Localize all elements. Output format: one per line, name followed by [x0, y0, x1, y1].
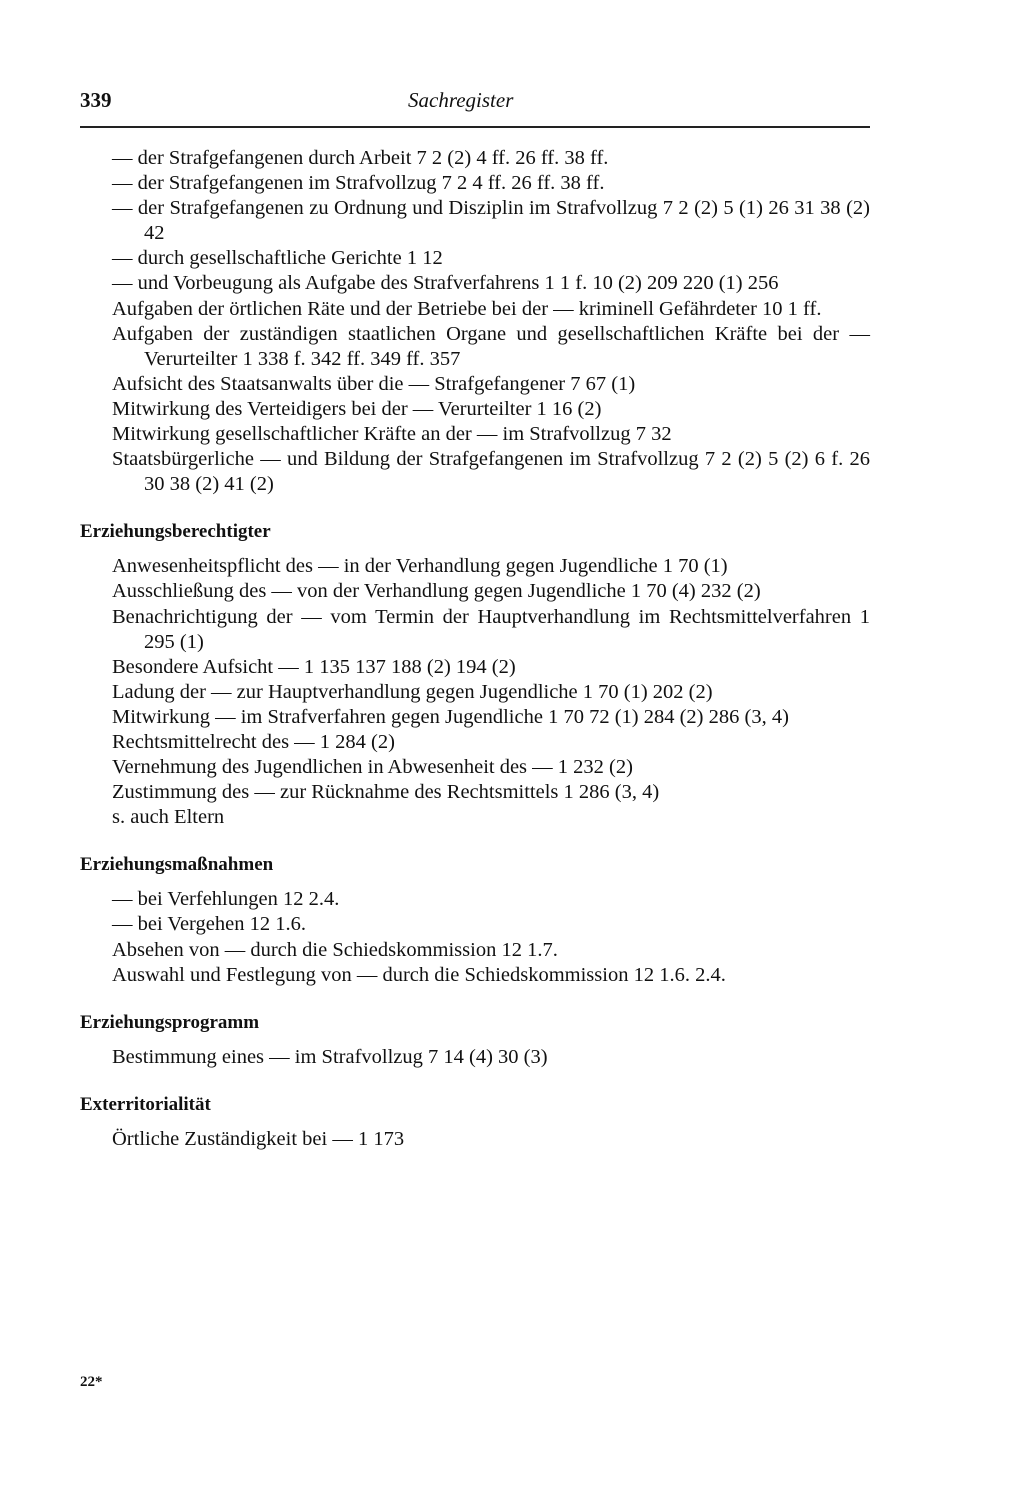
index-entry: — bei Verfehlungen 12 2.4.	[112, 888, 340, 911]
index-heading: Erziehungsprogramm	[80, 1011, 260, 1033]
index-heading: Erziehungsmaßnahmen	[80, 854, 274, 876]
index-heading: Erziehungsberechtigter	[80, 521, 271, 543]
index-entry: Ausschließung des — von der Verhandlung gegen Jugendliche 1 70 (4) 232 (2)	[112, 580, 761, 603]
index-entry: Mitwirkung des Verteidigers bei der — Verurteilter 1 16 (2)	[112, 397, 602, 420]
index-entry: Mitwirkung gesellschaftlicher Kräfte an der — im Strafvollzug 7 32	[112, 423, 672, 446]
index-entry: — der Strafgefangenen durch Arbeit 7 2 (2) 4 ff. 26 ff. 38 ff.	[112, 147, 609, 169]
index-content	[80, 146, 870, 1152]
index-entry: Benachrichtigung der — vom Termin der Hauptverhandlung im Rechtsmittelverfahren 1 295 (1)	[112, 605, 870, 653]
index-entry: Vernehmung des Jugendlichen in Abwesenheit des — 1 232 (2)	[112, 756, 633, 779]
index-entry: Absehen von — durch die Schiedskommission 12 1.7.	[112, 938, 558, 961]
index-entry: — und Vorbeugung als Aufgabe des Strafverfahrens 1 1 f. 10 (2) 209 220 (1) 256	[112, 272, 779, 295]
index-entry: — der Strafgefangenen zu Ordnung und Disziplin im Strafvollzug 7 2 (2) 5 (1) 26 31 38 (2) 42	[112, 197, 870, 245]
index-heading: Exterritorialität	[80, 1093, 211, 1115]
running-title: Sachregister	[408, 88, 514, 112]
header-rule	[80, 126, 870, 128]
index-entry: Bestimmung eines — im Strafvollzug 7 14 (4) 30 (3)	[112, 1045, 548, 1068]
index-section-erziehungsberechtigter	[80, 520, 870, 830]
index-entry: Auswahl und Festlegung von — durch die Schiedskommission 12 1.6. 2.4.	[112, 963, 726, 986]
index-entry: Staatsbürgerliche — und Bildung der Strafgefangenen im Strafvollzug 7 2 (2) 5 (2) 6 f. 26 30 38 (2) 41 (2)	[112, 448, 870, 496]
index-entry: — bei Vergehen 12 1.6.	[112, 913, 306, 936]
index-entry: s. auch Eltern	[112, 806, 225, 829]
index-entry: Aufgaben der zuständigen staatlichen Organe und gesellschaftlichen Kräfte bei der — Verurteilter 1 338 f. 342 ff. 349 ff. 357	[112, 322, 870, 370]
signature-mark: 22*	[80, 1374, 103, 1390]
index-entry: Örtliche Zuständigkeit bei — 1 173	[112, 1127, 405, 1150]
index-entry: — durch gesellschaftliche Gerichte 1 12	[112, 247, 443, 270]
index-entry: Mitwirkung — im Strafverfahren gegen Jugendliche 1 70 72 (1) 284 (2) 286 (3, 4)	[112, 705, 789, 728]
index-section-erziehungsprogramm	[80, 1011, 870, 1070]
index-entry: Ladung der — zur Hauptverhandlung gegen Jugendliche 1 70 (1) 202 (2)	[112, 680, 713, 703]
page-header	[80, 88, 870, 118]
index-section-exterritorialitaet	[80, 1093, 870, 1152]
index-entry: — der Strafgefangenen im Strafvollzug 7 2 4 ff. 26 ff. 38 ff.	[112, 172, 605, 195]
index-entry: Aufgaben der örtlichen Räte und der Betriebe bei der — kriminell Gefährdeter 10 1 ff.	[112, 297, 822, 320]
index-entry: Rechtsmittelrecht des — 1 284 (2)	[112, 730, 395, 753]
index-section-erziehungsmassnahmen	[80, 853, 870, 987]
index-entry: Zustimmung des — zur Rücknahme des Rechtsmittels 1 286 (3, 4)	[112, 781, 660, 804]
index-section-continuation	[80, 146, 870, 497]
index-entry: Anwesenheitspflicht des — in der Verhandlung gegen Jugendliche 1 70 (1)	[112, 555, 728, 578]
index-entry: Besondere Aufsicht — 1 135 137 188 (2) 194 (2)	[112, 655, 516, 678]
page-number: 339	[80, 88, 112, 112]
index-entry: Aufsicht des Staatsanwalts über die — Strafgefangener 7 67 (1)	[112, 372, 636, 395]
